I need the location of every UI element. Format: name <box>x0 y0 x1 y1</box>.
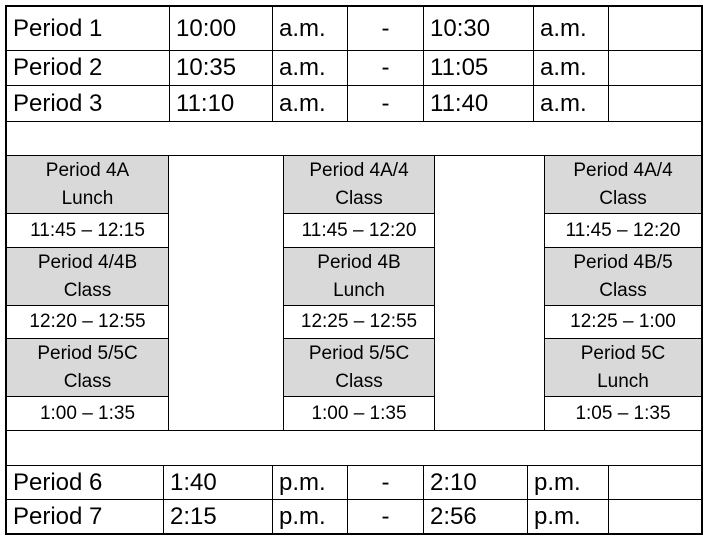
lunch-label-cell <box>545 248 701 306</box>
label-line: Class <box>63 279 112 301</box>
end-time-cell: 2:10 <box>424 466 528 500</box>
lunch-time-cell: 1:00 – 1:35 <box>7 397 169 431</box>
label-line: Period 4/4B <box>37 251 138 273</box>
label-line: Class <box>335 370 383 392</box>
label-line: Lunch <box>333 279 385 301</box>
start-ampm-cell: p.m. <box>273 500 348 533</box>
end-time-cell: 11:05 <box>424 51 534 86</box>
separator-cell: - <box>348 500 424 533</box>
spacer-row <box>7 431 701 466</box>
start-time-cell: 10:00 <box>170 7 273 51</box>
end-ampm-cell: p.m. <box>528 500 609 533</box>
label-line: Period 5/5C <box>37 342 138 364</box>
label-line: Period 4A/4 <box>309 159 409 181</box>
empty-cell <box>609 7 701 51</box>
label-line: Class <box>599 187 647 209</box>
label-line: Class <box>335 187 383 209</box>
label-line: Lunch <box>597 370 649 392</box>
empty-cell <box>609 466 701 500</box>
start-ampm-cell: a.m. <box>273 51 348 86</box>
start-time-cell: 10:35 <box>170 51 273 86</box>
lunch-label-cell <box>545 156 701 214</box>
start-time-cell: 1:40 <box>164 466 273 500</box>
start-ampm-cell: p.m. <box>273 466 348 500</box>
lunch-time-cell: 1:05 – 1:35 <box>545 397 701 431</box>
lunch-label-cell <box>545 339 701 397</box>
separator-cell: - <box>348 51 424 86</box>
lunch-label-cell <box>7 339 169 397</box>
label-line: Class <box>599 279 647 301</box>
lunch-time-cell: 12:25 – 1:00 <box>545 306 701 339</box>
start-ampm-cell: a.m. <box>273 7 348 51</box>
lunch-time-cell: 11:45 – 12:15 <box>7 214 169 248</box>
lunch-time-cell: 12:25 – 12:55 <box>284 306 435 339</box>
lunch-time-cell: 1:00 – 1:35 <box>284 397 435 431</box>
spacer-row <box>7 122 701 156</box>
label-line: Class <box>63 370 112 392</box>
label-line: Period 5/5C <box>308 342 410 364</box>
label-line: Period 4B/5 <box>573 251 673 273</box>
empty-gap-cell <box>169 156 284 431</box>
period-name-cell: Period 2 <box>7 51 170 86</box>
lunch-time-cell: 11:45 – 12:20 <box>284 214 435 248</box>
schedule-table <box>5 5 703 535</box>
empty-cell <box>609 51 701 86</box>
start-ampm-cell: a.m. <box>273 86 348 122</box>
lunch-time-cell: 11:45 – 12:20 <box>545 214 701 248</box>
lunch-label-cell <box>7 248 169 306</box>
end-ampm-cell: p.m. <box>528 466 609 500</box>
end-ampm-cell: a.m. <box>534 86 609 122</box>
period-name-cell: Period 6 <box>7 466 164 500</box>
lunch-label-cell <box>284 339 435 397</box>
lunch-label-cell <box>284 248 435 306</box>
lunch-time-cell: 12:20 – 12:55 <box>7 306 169 339</box>
empty-gap-cell <box>435 156 545 431</box>
label-line: Lunch <box>61 187 114 209</box>
start-time-cell: 2:15 <box>164 500 273 533</box>
separator-cell: - <box>348 466 424 500</box>
end-ampm-cell: a.m. <box>534 51 609 86</box>
lunch-label-cell <box>284 156 435 214</box>
end-ampm-cell: a.m. <box>534 7 609 51</box>
separator-cell: - <box>348 7 424 51</box>
label-line: Period 4A/4 <box>573 159 673 181</box>
separator-cell: - <box>348 86 424 122</box>
period-name-cell: Period 3 <box>7 86 170 122</box>
end-time-cell: 2:56 <box>424 500 528 533</box>
start-time-cell: 11:10 <box>170 86 273 122</box>
label-line: Period 4B <box>317 251 401 273</box>
label-line: Period 4A <box>45 159 130 181</box>
empty-cell <box>609 86 701 122</box>
end-time-cell: 10:30 <box>424 7 534 51</box>
empty-cell <box>609 500 701 533</box>
end-time-cell: 11:40 <box>424 86 534 122</box>
lunch-label-cell <box>7 156 169 214</box>
label-line: Period 5C <box>580 342 666 364</box>
period-name-cell: Period 7 <box>7 500 164 533</box>
period-name-cell: Period 1 <box>7 7 170 51</box>
